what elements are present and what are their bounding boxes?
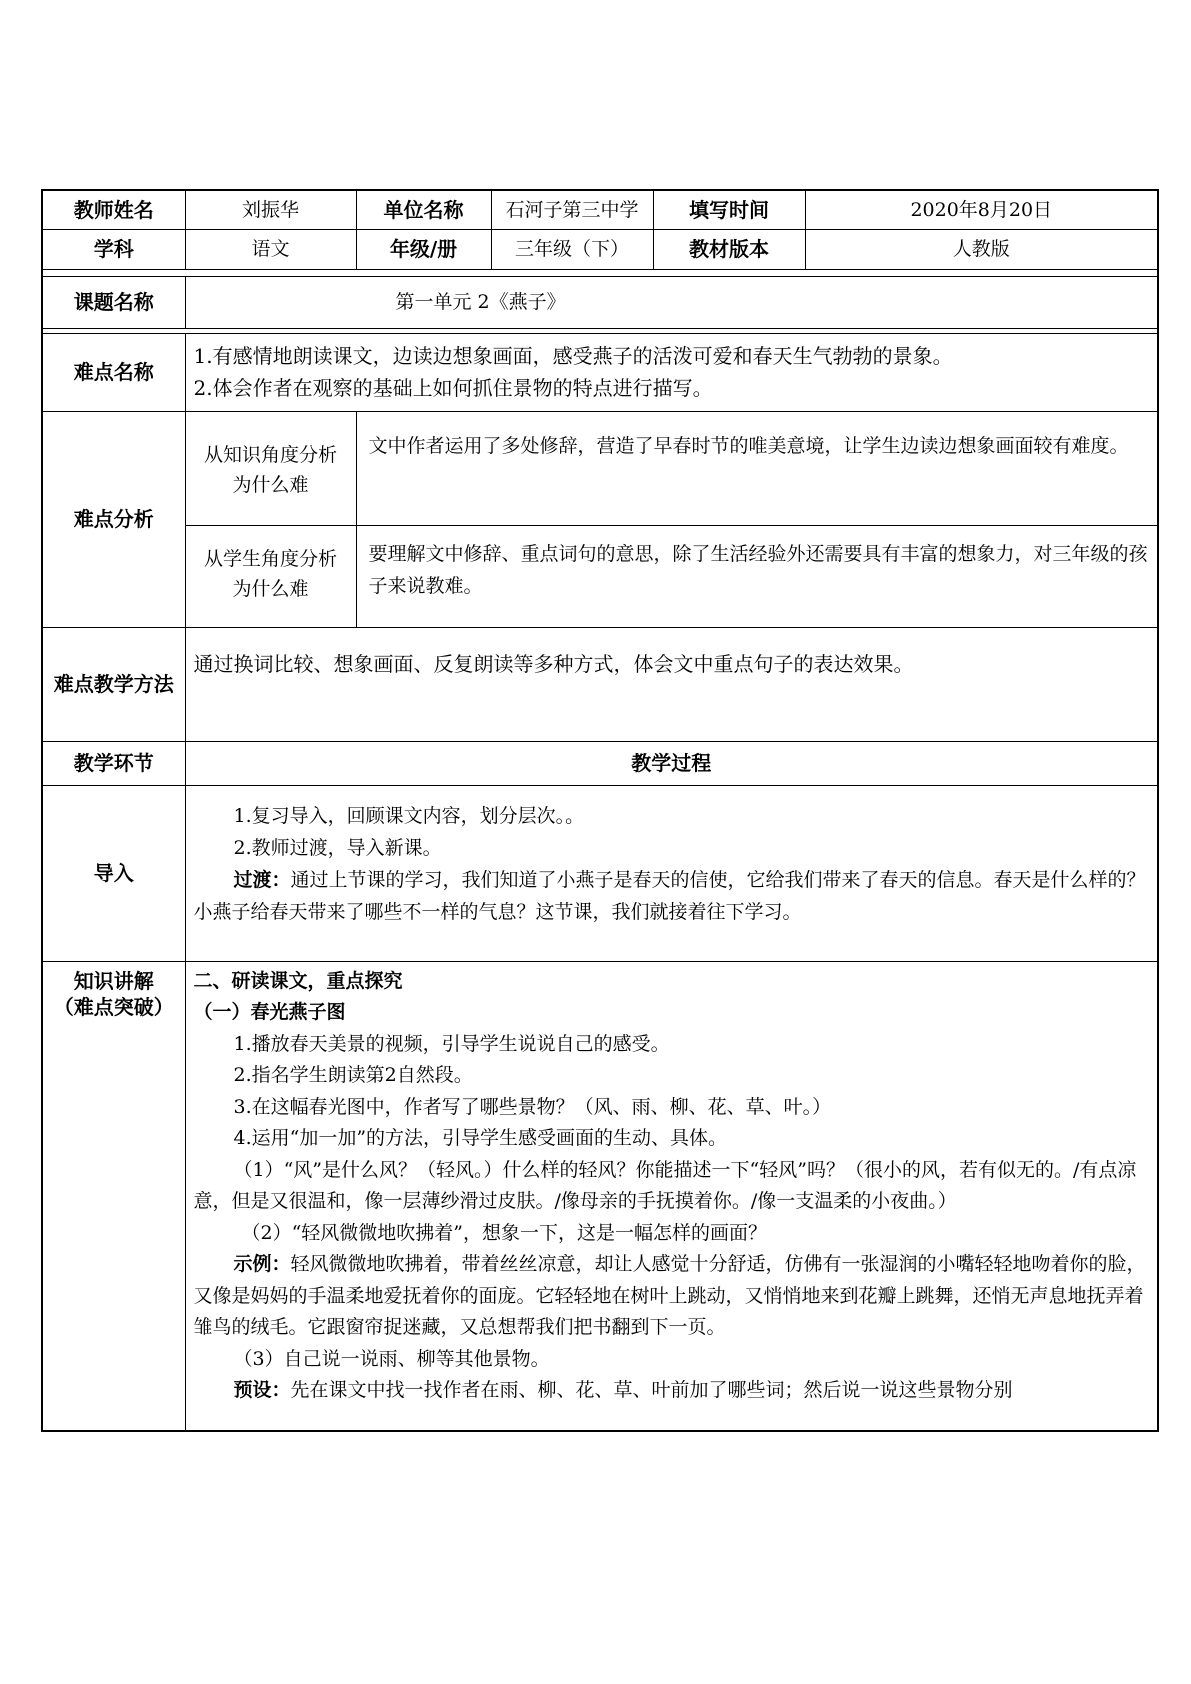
knowledge-heading: 二、研读课文，重点探究 xyxy=(193,969,403,992)
analysis-row-student xyxy=(42,525,1158,627)
intro-line-2: 2.教师过渡，导入新课。 xyxy=(233,836,442,859)
preset-label: 预设： xyxy=(233,1379,291,1401)
process-label: 教学过程 xyxy=(185,741,1158,785)
analysis-label: 难点分析 xyxy=(42,411,185,627)
date-label: 填写时间 xyxy=(653,190,805,229)
knowledge-angle-label xyxy=(185,411,356,525)
difficulty-label: 难点名称 xyxy=(42,333,185,411)
lesson-plan-document xyxy=(41,189,1157,1432)
grade-label: 年级/册 xyxy=(356,229,491,269)
knowledge-angle-line-1: 从知识角度分析 xyxy=(203,443,337,466)
lesson-plan-table xyxy=(41,189,1159,1432)
knowledge-item-1: 1.播放春天美景的视频，引导学生说说自己的感受。 xyxy=(233,1032,670,1055)
knowledge-question-3: （3）自己说一说雨、柳等其他景物。 xyxy=(233,1347,550,1370)
stage-label: 教学环节 xyxy=(42,741,185,785)
knowledge-label-line-1: 知识讲解 xyxy=(73,968,154,993)
grade-value: 三年级（下） xyxy=(491,229,653,269)
student-angle-line-2: 为什么难 xyxy=(232,577,309,600)
subject-value: 语文 xyxy=(185,229,356,269)
unit-value: 石河子第三中学 xyxy=(491,190,653,229)
student-angle-line-1: 从学生角度分析 xyxy=(203,547,337,570)
intro-label: 导入 xyxy=(42,785,185,961)
topic-row xyxy=(42,276,1158,328)
example-text: 轻风微微地吹拂着，带着丝丝凉意，却让人感觉十分舒适，仿佛有一张湿润的小嘴轻轻地吻着你的脸，又像是妈妈的手温柔地爱抚着你的面庞。它轻轻地在树叶上跳动，又悄悄地来到花瓣上跳舞，还悄无声息地抚弄着雏鸟的绒毛。它跟窗帘捉迷藏，又总想帮我们把书翻到下一页。 xyxy=(193,1253,1146,1338)
knowledge-question-2: （2）“轻风微微地吹拂着”，想象一下，这是一幅怎样的画面？ xyxy=(241,1221,768,1244)
topic-value: 第一单元 2《燕子》 xyxy=(185,276,1158,328)
difficulty-line-2: 2.体会作者在观察的基础上如何抓住景物的特点进行描写。 xyxy=(193,376,713,400)
header-row-1 xyxy=(42,190,1158,229)
teacher-label: 教师姓名 xyxy=(42,190,185,229)
knowledge-item-2: 2.指名学生朗读第2自然段。 xyxy=(233,1064,473,1086)
knowledge-label xyxy=(42,961,185,1431)
method-label: 难点教学方法 xyxy=(42,627,185,741)
edition-label: 教材版本 xyxy=(653,229,805,269)
transition-label: 过渡： xyxy=(233,868,291,891)
knowledge-subheading: （一）春光燕子图 xyxy=(193,1001,346,1023)
knowledge-row xyxy=(42,961,1158,1431)
unit-label: 单位名称 xyxy=(356,190,491,229)
intro-content xyxy=(185,785,1158,961)
difficulty-line-1: 1.有感情地朗读课文，边读边想象画面，感受燕子的活泼可爱和春天生气勃勃的景象。 xyxy=(193,344,953,368)
analysis-row-knowledge xyxy=(42,411,1158,525)
difficulty-row xyxy=(42,333,1158,411)
edition-value: 人教版 xyxy=(805,229,1158,269)
knowledge-item-3: 3.在这幅春光图中，作者写了哪些景物？（风、雨、柳、花、草、叶。） xyxy=(233,1095,832,1118)
student-analysis-text: 要理解文中修辞、重点词句的意思，除了生活经验外还需要具有丰富的想象力，对三年级的孩子来说教难。 xyxy=(356,525,1158,627)
knowledge-item-4: 4.运用“加一加”的方法，引导学生感受画面的生动、具体。 xyxy=(233,1127,728,1149)
knowledge-label-line-2: （难点突破） xyxy=(53,994,174,1019)
transition-text: 通过上节课的学习，我们知道了小燕子是春天的信使，它给我们带来了春天的信息。春天是什么样的？小燕子给春天带来了哪些不一样的气息？这节课，我们就接着往下学习。 xyxy=(193,868,1146,923)
process-header-row xyxy=(42,741,1158,785)
method-text: 通过换词比较、想象画面、反复朗读等多种方式，体会文中重点句子的表达效果。 xyxy=(185,627,1158,741)
method-row xyxy=(42,627,1158,741)
preset-text: 先在课文中找一找作者在雨、柳、花、草、叶前加了哪些词；然后说一说这些景物分别 xyxy=(290,1379,1013,1401)
student-angle-label xyxy=(185,525,356,627)
knowledge-content xyxy=(185,961,1158,1431)
date-value: 2020年8月20日 xyxy=(805,190,1158,229)
knowledge-example xyxy=(194,1249,1150,1344)
example-label: 示例： xyxy=(233,1253,291,1275)
knowledge-angle-line-2: 为什么难 xyxy=(232,473,309,496)
header-row-2 xyxy=(42,229,1158,269)
intro-line-1: 1.复习导入，回顾课文内容，划分层次。。 xyxy=(233,804,585,827)
subject-label: 学科 xyxy=(42,229,185,269)
knowledge-question-1: （1）“风”是什么风？（轻风。）什么样的轻风？你能描述一下“轻风”吗？（很小的风，若有似无的。/有点凉意，但是又很温和，像一层薄纱滑过皮肤。/像母亲的手抚摸着你。/像一支温柔的小夜曲。） xyxy=(193,1158,1137,1212)
difficulty-content xyxy=(185,333,1158,411)
teacher-value: 刘振华 xyxy=(185,190,356,229)
knowledge-preset xyxy=(194,1375,1150,1407)
intro-transition xyxy=(194,864,1150,928)
knowledge-analysis-text: 文中作者运用了多处修辞，营造了早春时节的唯美意境，让学生边读边想象画面较有难度。 xyxy=(356,411,1158,525)
topic-label: 课题名称 xyxy=(42,276,185,328)
intro-row xyxy=(42,785,1158,961)
